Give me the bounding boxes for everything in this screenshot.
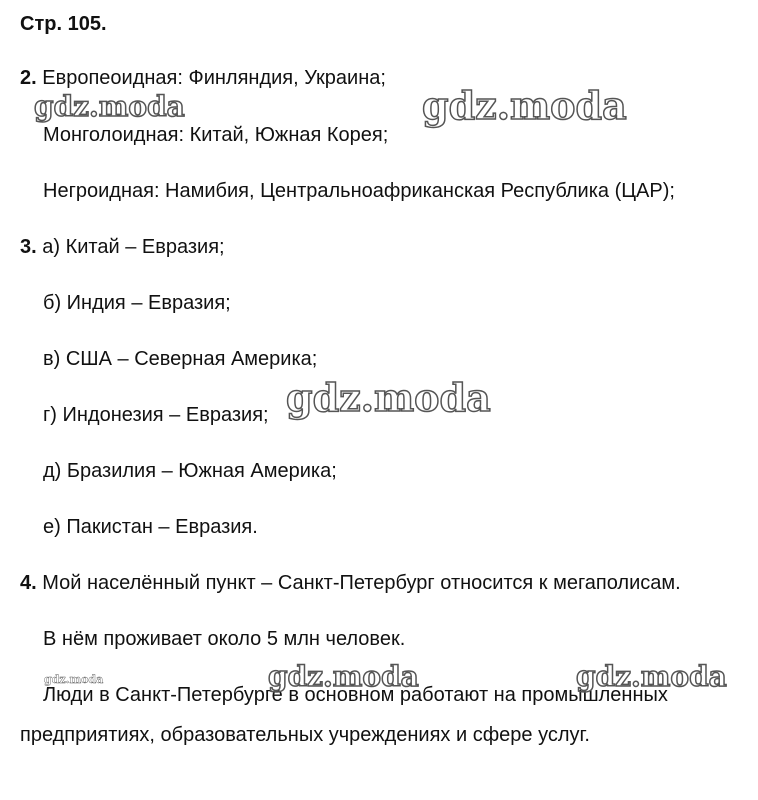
q2-text-1: Европеоидная: Финляндия, Украина; [42, 67, 386, 89]
q4-text-1: Мой населённый пункт – Санкт-Петербург относится к мегаполисам. [42, 572, 681, 594]
watermark-logo: gdz.moda [422, 83, 627, 128]
q4-line-3: Люди в Санкт-Петербурге в основном работают на промышленных [43, 684, 668, 706]
q3-line-2: б) Индия – Евразия; [43, 292, 231, 314]
q4-number: 4. [20, 572, 37, 594]
q2-line-3: Негроидная: Намибия, Центральноафриканская Республика (ЦАР); [43, 180, 675, 202]
watermark-logo: gdz.moda [34, 90, 185, 123]
q3-text-1: а) Китай – Евразия; [42, 236, 225, 258]
q3-line-6: е) Пакистан – Евразия. [43, 516, 258, 538]
q4-line-4: предприятиях, образовательных учреждениях и сфере услуг. [20, 724, 590, 746]
q3-line-1 [20, 235, 225, 259]
q3-line-4: г) Индонезия – Евразия; [43, 404, 269, 426]
page-title: Стр. 105. [20, 13, 107, 35]
watermark-logo: gdz.moda [286, 375, 491, 420]
q3-number: 3. [20, 236, 37, 258]
watermark-logo: gdz.moda [44, 673, 104, 686]
q4-line-1 [20, 571, 681, 595]
q2-line-1 [20, 66, 386, 90]
q3-line-5: д) Бразилия – Южная Америка; [43, 460, 337, 482]
q4-line-2: В нём проживает около 5 млн человек. [43, 628, 406, 650]
watermark-logo: gdz.moda [268, 660, 419, 693]
q2-number: 2. [20, 67, 37, 89]
watermark-logo: gdz.moda [576, 660, 727, 693]
q2-line-2: Монголоидная: Китай, Южная Корея; [43, 124, 389, 146]
q3-line-3: в) США – Северная Америка; [43, 348, 318, 370]
